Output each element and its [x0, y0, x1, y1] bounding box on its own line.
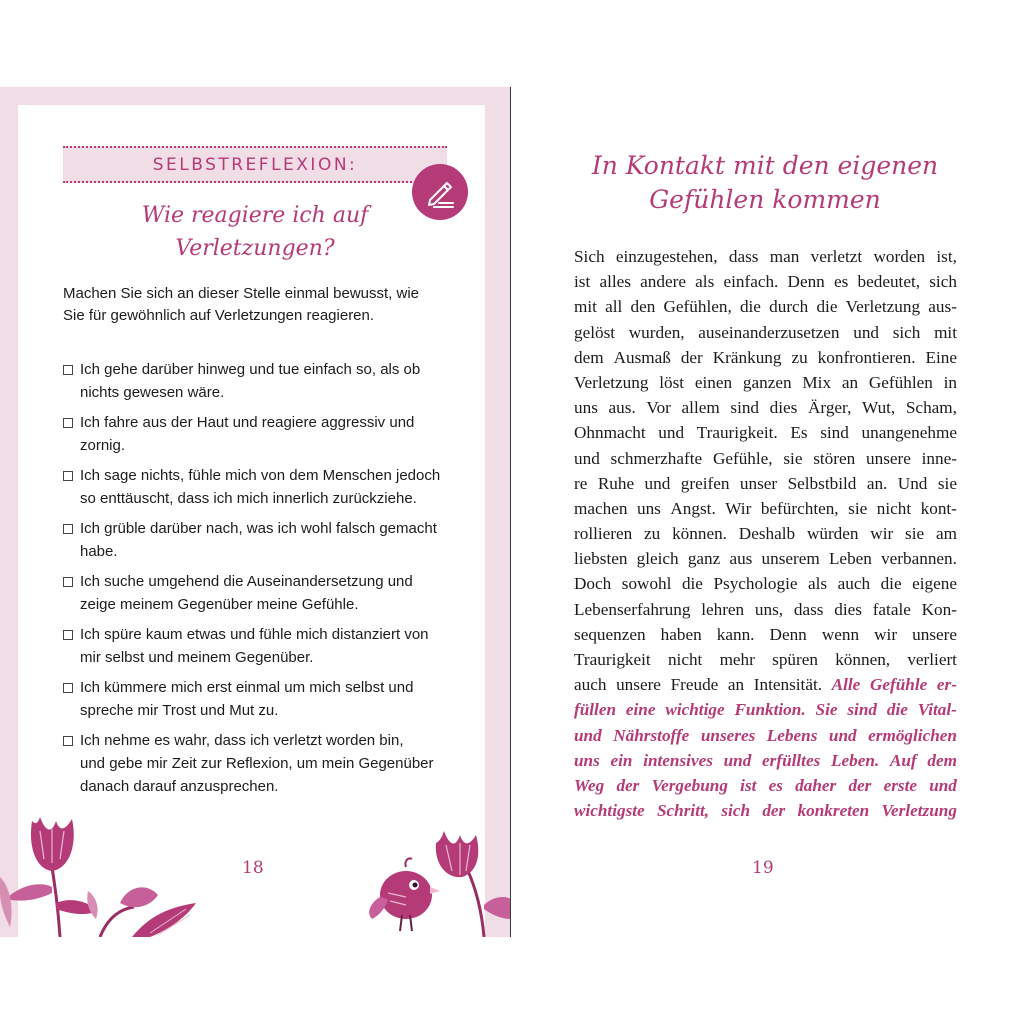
checklist-item	[63, 358, 463, 411]
checklist-item	[63, 623, 463, 676]
body-line: machen uns Angst. Wir befürchten, sie nicht kont-	[574, 498, 957, 518]
item-line: Ich fahre aus der Haut und reagiere aggressiv und	[80, 414, 415, 431]
item-line: Ich sage nichts, fühle mich von dem Menschen jedoch	[80, 467, 441, 484]
item-line: danach darauf anzusprechen.	[80, 778, 279, 795]
body-line: Weg der Vergebung ist es daher der erste und	[574, 775, 957, 795]
item-line: spreche mir Trost und Mut zu.	[80, 702, 279, 719]
intro-line: Machen Sie sich an dieser Stelle einmal bewusst, wie	[63, 285, 420, 302]
checkbox[interactable]	[63, 630, 73, 640]
page-number-right: 19	[752, 858, 774, 878]
body-text	[574, 244, 957, 823]
tulip-illustration	[0, 807, 210, 937]
right-page-title	[575, 149, 955, 217]
right-title-line: Gefühlen kommen	[649, 185, 881, 214]
page-number-left: 18	[242, 858, 264, 878]
body-line: liebsten gleich ganz aus unserem Leben verbannen.	[574, 549, 957, 569]
checkbox[interactable]	[63, 683, 73, 693]
body-line: und schmerzhafte Gefühle, sie stören unsere inne-	[574, 448, 957, 468]
body-line: rollieren zu können. Deshalb würden wir sie am	[574, 524, 957, 544]
body-line: uns ein intensives und erfülltes Leben. Auf dem	[574, 750, 957, 770]
checklist-item	[63, 411, 463, 464]
item-line: und gebe mir Zeit zur Reflexion, um mein Gegenüber	[80, 755, 434, 772]
checklist-item	[63, 517, 463, 570]
item-line: zeige meinem Gegenüber meine Gefühle.	[80, 596, 359, 613]
body-line: füllen eine wichtige Funktion. Sie sind die Vital-	[574, 700, 957, 720]
body-line: Lebenserfahrung lehren uns, dass dies fatale Kon-	[574, 599, 957, 619]
checklist-item	[63, 464, 463, 517]
body-line: auch unsere Freude an Intensität. Alle Gefühle er-	[574, 675, 957, 695]
pencil-icon	[412, 164, 468, 220]
item-line: so enttäuscht, dass ich mich innerlich zurückziehe.	[80, 490, 417, 507]
body-line: re Ruhe und greifen unser Selbstbild an. Und sie	[574, 473, 957, 493]
item-line: Ich suche umgehend die Auseinandersetzung und	[80, 573, 413, 590]
body-line: Traurigkeit nicht mehr spüren können, verliert	[574, 650, 957, 669]
intro-line: Sie für gewöhnlich auf Verletzungen reagieren.	[63, 307, 375, 324]
right-title-line: In Kontakt mit den eigenen	[591, 151, 939, 180]
body-line: Doch sowohl die Psychologie als auch die eigene	[574, 574, 957, 594]
left-title-line: Wie reagiere ich auf	[141, 203, 369, 228]
body-line: uns aus. Vor allem sind dies Ärger, Wut, Scham,	[574, 398, 957, 418]
intro-paragraph	[63, 283, 443, 327]
checkbox[interactable]	[63, 524, 73, 534]
item-line: zornig.	[80, 437, 126, 454]
item-line: Ich kümmere mich erst einmal um mich selbst und	[80, 679, 414, 696]
checklist-item	[63, 676, 463, 729]
body-line: ist alles andere als einfach. Denn es bedeutet, sich	[574, 272, 957, 292]
checklist-item	[63, 729, 463, 799]
checkbox[interactable]	[63, 577, 73, 587]
body-line: wichtigste Schritt, sich der konkreten Verletzung	[574, 801, 957, 821]
reaction-checklist	[63, 358, 463, 799]
body-line: mit all den Gefühlen, die durch die Verletzung aus-	[574, 297, 957, 317]
left-page-title	[120, 199, 390, 265]
item-line: habe.	[80, 543, 118, 560]
body-line: sequenzen haben kann. Denn wenn wir unsere	[574, 624, 957, 644]
item-line: mir selbst und meinem Gegenüber.	[80, 649, 314, 666]
checkbox[interactable]	[63, 365, 73, 375]
body-line: Verletzung löst einen ganzen Mix an Gefühlen in	[574, 372, 957, 392]
body-line: gelöst wurden, auseinanderzusetzen und sich mit	[574, 322, 957, 342]
checkbox[interactable]	[63, 418, 73, 428]
body-line: Sich einzugestehen, dass man verletzt worden ist,	[574, 247, 957, 266]
book-spine	[510, 87, 511, 937]
bird-illustration	[366, 827, 511, 937]
book-spread	[0, 87, 1024, 937]
item-line: Ich nehme es wahr, dass ich verletzt worden bin,	[80, 732, 404, 749]
body-line: dem Ausmaß der Kränkung zu konfrontieren. Eine	[574, 347, 957, 367]
item-line: Ich grüble darüber nach, was ich wohl falsch gemacht	[80, 520, 437, 537]
checkbox[interactable]	[63, 736, 73, 746]
checkbox[interactable]	[63, 471, 73, 481]
item-line: Ich gehe darüber hinweg und tue einfach so, als ob	[80, 361, 421, 378]
item-line: Ich spüre kaum etwas und fühle mich distanziert von	[80, 626, 429, 643]
banner-label: SELBSTREFLEXION:	[152, 154, 358, 175]
left-page	[0, 87, 511, 937]
section-banner	[63, 146, 447, 183]
body-line: und Nährstoffe unseres Lebens und ermöglichen	[574, 725, 957, 745]
body-line: Ohnmacht und Traurigkeit. Es sind unangenehme	[574, 423, 957, 443]
item-line: nichts gewesen wäre.	[80, 384, 225, 401]
left-title-line: Verletzungen?	[175, 236, 335, 261]
checklist-item	[63, 570, 463, 623]
